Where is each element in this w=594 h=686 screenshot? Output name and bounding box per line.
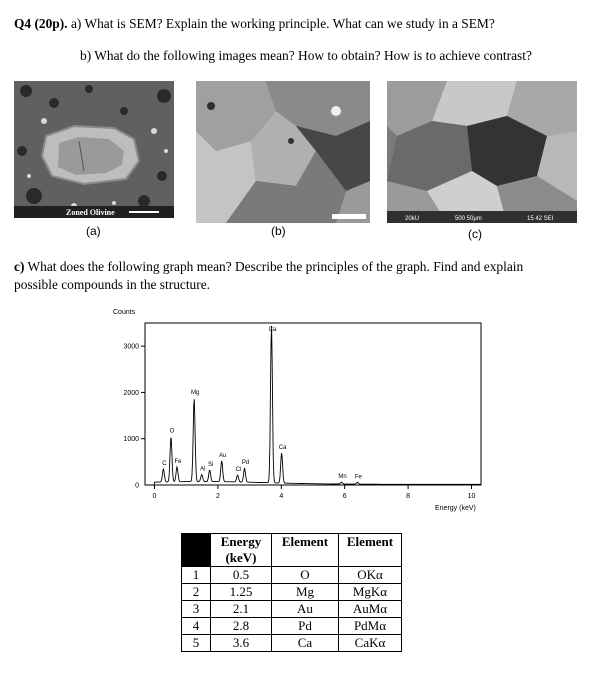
line-cell: MgKα [339,584,402,601]
y-axis-label: Counts [113,309,136,316]
image-a-graphic [14,81,174,218]
x-tick-label: 2 [215,493,220,500]
peak-label: Au [219,452,227,459]
energy-cell: 0.5 [211,567,272,584]
peak-label: Fe [174,458,182,465]
x-tick-label: 10 [467,493,476,500]
line-cell: AuMα [339,601,402,618]
energy-cell: 2.8 [211,618,272,635]
part-c-line2: possible compounds in the structure. [14,277,210,292]
table-header-element: Element [272,534,339,567]
question-number: Q4 (20p). [14,16,68,31]
image-a-label: Zoned Olivine [66,208,115,217]
peak-label: Al [200,466,206,473]
y-tick-label: 3000 [123,343,139,351]
caption-c: (c) [468,227,482,241]
y-tick-label: 0 [135,482,139,490]
table-row [182,567,402,584]
table-row [182,584,402,601]
row-index: 2 [182,584,211,601]
image-b [196,81,370,223]
table-row [182,618,402,635]
x-tick-label: 8 [406,493,411,500]
caption-a: (a) [86,224,101,238]
image-c-label3: 15 42 SEI [527,216,554,222]
y-tick-label: 2000 [123,389,139,397]
peak-label: Pd [241,460,250,467]
table-row [182,601,402,618]
row-index: 1 [182,567,211,584]
peak-label: Ca [268,327,277,333]
peak-label: Cl [235,466,242,473]
element-cell: Pd [272,618,339,635]
x-tick-label: 6 [342,493,347,500]
element-cell: Au [272,601,339,618]
part-b-text: b) What do the following images mean? How to obtain? How is to achieve contrast? [80,48,532,63]
image-c-label1: 20kU [405,216,420,222]
peak-label: Mn [338,474,347,481]
line-cell: CaKα [339,635,402,652]
energy-cell: 2.1 [211,601,272,618]
peak-label: Ca [278,444,287,451]
row-index: 3 [182,601,211,618]
question-heading [14,15,495,33]
y-tick-label: 1000 [123,436,139,444]
row-index: 5 [182,635,211,652]
x-tick-label: 0 [152,493,157,500]
element-cell: Ca [272,635,339,652]
peak-label: C [162,461,167,468]
image-b-graphic [196,81,370,223]
part-a-text: a) What is SEM? Explain the working principle. What can we study in a SEM? [70,16,495,31]
part-c-line1 [14,258,523,276]
part-c-label: c) [14,259,25,274]
energy-cell: 1.25 [211,584,272,601]
energy-element-table [181,533,402,652]
table-header-element2: Element [339,534,402,567]
image-c [387,81,577,223]
table-row [182,635,402,652]
x-axis-label: Energy (keV) [435,505,476,512]
spectrum-line [145,326,481,485]
peak-label: Mg [190,390,200,397]
table-header-energy: Energy (keV) [211,534,272,567]
table-header-row [182,534,402,567]
image-c-graphic [387,81,577,223]
line-cell: OKα [339,567,402,584]
part-c-text: What does the following graph mean? Describe the principles of the graph. Find and explain [27,259,524,274]
peak-label: O [169,428,175,435]
line-cell: PdMα [339,618,402,635]
peak-label: Si [207,461,214,468]
row-index: 4 [182,618,211,635]
table-header-corner [182,534,211,567]
element-cell: Mg [272,584,339,601]
energy-cell: 3.6 [211,635,272,652]
image-a-zoned-olivine [14,81,174,218]
x-tick-label: 4 [279,493,284,500]
peak-label: Fe [354,474,362,481]
eds-spectrum-chart [100,300,500,520]
caption-b: (b) [271,224,286,238]
image-c-label2: 500 50μm [455,216,482,222]
element-cell: O [272,567,339,584]
